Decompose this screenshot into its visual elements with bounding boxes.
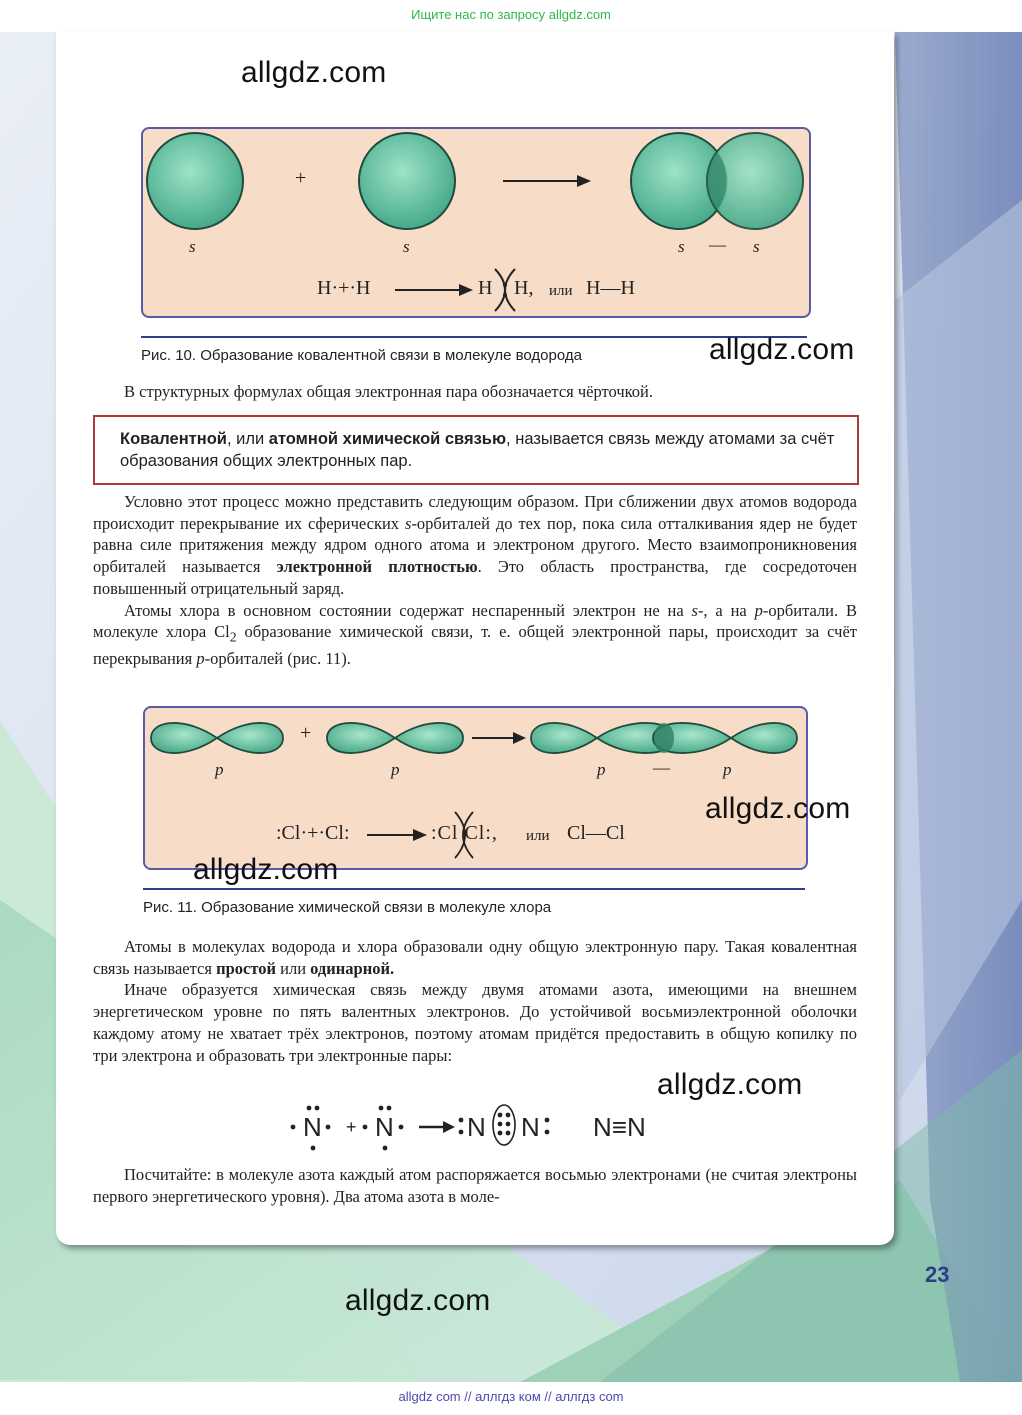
equation-structural: Cl—Cl xyxy=(567,822,625,844)
orbital-dash: — xyxy=(653,758,670,777)
term-single: одинарной. xyxy=(310,958,395,978)
intro-sentence xyxy=(93,381,855,403)
term-atomic-bond: атомной химической связью xyxy=(268,430,507,448)
figure-11-caption: Рис. 11. Образование химической связи в молекуле хлора xyxy=(143,899,552,916)
figure-10-diagram xyxy=(143,129,809,316)
arrow-head-icon xyxy=(443,1121,455,1133)
bottom-site-links[interactable]: allgdz com // аллгдз ком // аллгдз com xyxy=(398,1389,624,1404)
body-paragraphs-3 xyxy=(93,1164,857,1207)
equation-structural: H—H xyxy=(586,277,635,299)
orbital-label: p xyxy=(391,760,400,779)
equation-product: :Cl Cl:, xyxy=(431,822,498,844)
paragraph-chlorine: Атомы хлора в основном состоянии содержат неспаренный электрон не на s-, а на p-орбитали. В молекуле хлора $Cl_2$ образование химической связи, т. е. общей электронной пары, происходит за счёт перекрывания p-орбиталей (рис. 11). xyxy=(93,600,857,669)
orbital-label: s xyxy=(403,237,410,256)
equation-product-left: H xyxy=(478,277,493,299)
equation-or: или xyxy=(549,283,573,299)
paragraph-single-bond: Атомы в молекулах водорода и хлора образовали одну общую электронную пару. Такая ковалентная связь называется простой или одинарной. xyxy=(93,937,857,978)
plus-sign: + xyxy=(295,167,307,189)
nitrogen-atom-symbol: N xyxy=(303,1112,322,1142)
intro-text: В структурных формулах общая электронная пара обозначается чёрточкой. xyxy=(124,382,654,401)
page-number: 23 xyxy=(925,1262,950,1287)
nitrogen-equation xyxy=(285,1100,675,1154)
overlap-region xyxy=(654,723,674,753)
shared-pair-oval xyxy=(493,1105,515,1145)
nitrogen-structural-formula: N≡N xyxy=(593,1112,646,1142)
orbital-label: s xyxy=(189,237,196,256)
watermark: allgdz.com xyxy=(345,1284,491,1317)
orbital-dash: — xyxy=(709,235,726,254)
paragraph-nitrogen: Иначе образуется химическая связь между двумя атомами азота, имеющими на внешнем энергетическом уровне по пять валентных электронов. До устойчивой восьмиэлектронной оболочки каждому атому не хватает трёх электронов, поэтому атомам придётся предоставить в общую копилку по три электрона и образовать три электронные пары: xyxy=(93,980,857,1065)
definition-box xyxy=(93,415,859,485)
nitrogen-atom-symbol: N xyxy=(467,1112,486,1142)
plus-sign: + xyxy=(300,722,312,744)
watermark: allgdz.com xyxy=(705,792,851,825)
definition-text: Ковалентной, или атомной химической связью, называется связь между атомами за счёт образования общих электронных пар. xyxy=(120,430,835,470)
p-orbital-1 xyxy=(151,723,283,753)
term-simple: простой xyxy=(216,958,276,978)
watermark: allgdz.com xyxy=(241,56,387,89)
arrow-head-icon xyxy=(413,829,427,841)
arrow-head-icon xyxy=(577,175,591,187)
electron-dot xyxy=(503,293,507,297)
watermark: allgdz.com xyxy=(709,333,855,366)
paragraph-overlap: Условно этот процесс можно представить следующим образом. При сближении двух атомов водорода происходит перекрывание их сферических s-орбиталей до тех пор, пока сила отталкивания ядер не будет равна силе притяжения между ядром одного атома и электроном другого. Место взаимопроникновения орбиталей называется электронной плотностью. Это область пространства, где сосредоточен повышенный отрицательный заряд. xyxy=(93,492,858,598)
p-orbital-2 xyxy=(327,723,463,753)
term-electron-density: электронной плотностью xyxy=(276,557,478,577)
orbital-label: p xyxy=(597,760,606,779)
nitrogen-atom-symbol: N xyxy=(521,1112,540,1142)
orbital-label: p xyxy=(723,760,732,779)
figure-10-caption: Рис. 10. Образование ковалентной связи в молекуле водорода xyxy=(141,347,582,364)
bond-arc-icon xyxy=(495,269,505,311)
arrow-head-icon xyxy=(459,284,473,296)
arrow-head-icon xyxy=(513,732,526,744)
equation-reactants: H·+·H xyxy=(317,277,371,299)
body-paragraphs-2 xyxy=(93,936,857,1066)
top-search-hint[interactable]: Ищите нас по запросу allgdz.com xyxy=(411,7,611,22)
term-covalent: Ковалентной xyxy=(120,430,227,448)
electron-dot xyxy=(503,283,507,287)
nitrogen-atom-symbol: N xyxy=(375,1112,394,1142)
figure-11-box xyxy=(143,706,808,870)
watermark: allgdz.com xyxy=(657,1068,803,1101)
watermark: allgdz.com xyxy=(193,853,339,886)
s-orbital-sphere xyxy=(359,133,455,229)
equation-or: или xyxy=(526,828,550,844)
figure-11-rule xyxy=(143,888,805,890)
s-orbital-sphere xyxy=(147,133,243,229)
equation-reactants: :Cl·+·Cl: xyxy=(276,822,350,844)
orbital-label: s xyxy=(753,237,760,256)
paragraph-count: Посчитайте: в молекуле азота каждый атом распоряжается восьмью электронами (не считая электроны первого энергетического уровня). Два атома азота в моле- xyxy=(93,1165,857,1206)
figure-10-box xyxy=(141,127,811,318)
plus-sign: + xyxy=(346,1117,357,1137)
equation-product-right: H, xyxy=(514,277,534,299)
orbital-label: p xyxy=(215,760,224,779)
figure-10-rule xyxy=(141,336,807,338)
orbital-label: s xyxy=(678,237,685,256)
body-paragraphs-1 xyxy=(93,491,857,670)
